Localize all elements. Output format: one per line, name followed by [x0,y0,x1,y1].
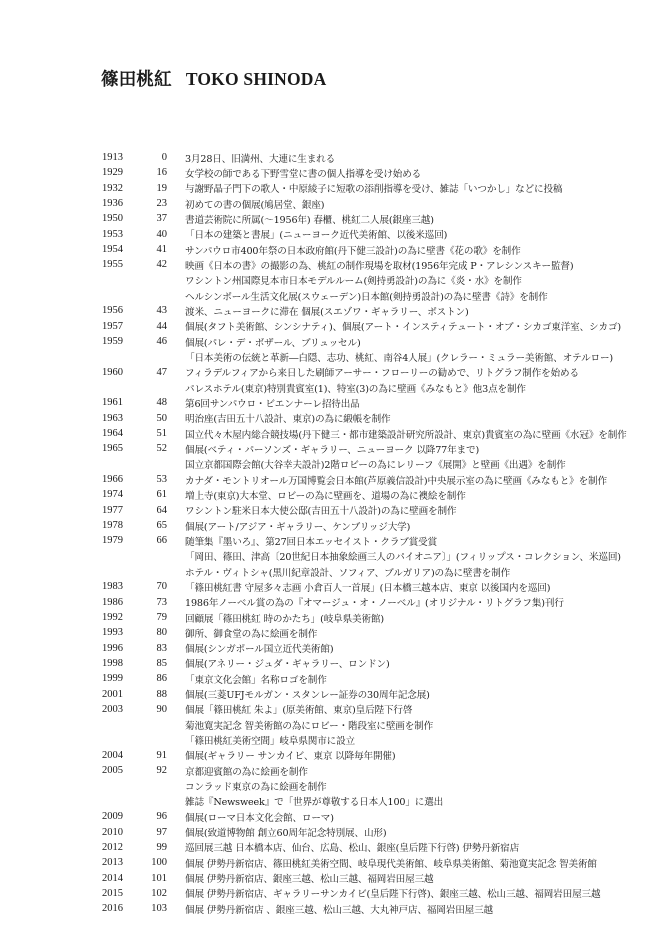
age-cell: 44 [156,320,167,332]
event-text: ワシントン駐米日本大使公邸(吉田五十八設計)の為に壁画を制作 [185,506,457,518]
event-text: 雑誌『Newsweek』で「世界が尊敬する日本人100」に選出 [185,797,444,809]
event-text: 個展(三菱UFJモルガン・スタンレー証券の30周年記念展) [185,690,430,702]
age-cell: 51 [156,428,167,440]
age-cell: 0 [161,152,167,164]
event-text: 随筆集『墨いろ』、第27回日本エッセイスト・クラブ賞受賞 [185,536,438,548]
year-cell: 1964 [102,428,123,440]
year-cell: 1974 [102,489,123,501]
event-text: 個展(ローマ日本文化会館、ローマ) [185,812,334,824]
age-cell: 37 [156,213,167,225]
event-text: 3月28日、旧満州、大連に生まれる [185,153,336,165]
year-cell: 1960 [102,366,123,378]
chronology-row [102,686,642,701]
year-cell: 2015 [102,887,123,899]
age-cell: 52 [156,443,167,455]
chronology-row [102,257,642,272]
age-cell: 46 [156,336,167,348]
year-cell: 1913 [102,152,123,164]
year-cell: 2004 [102,749,123,761]
chronology-row [102,778,642,793]
chronology-row [102,181,642,196]
chronology-row [102,533,642,548]
age-cell: 102 [151,887,167,899]
age-cell: 99 [156,841,167,853]
event-text: フィラデルフィアから来日した刷師アーサー・フローリーの勧めで、リトグラフ制作を始める [185,368,579,380]
age-cell: 96 [156,811,167,823]
event-text: 個展(致道博物館 創立60周年記念特別展、山形) [185,828,387,840]
chronology-row [102,165,642,180]
age-cell: 85 [156,657,167,669]
chronology-row [102,702,642,717]
chronology-row [102,380,642,395]
age-cell: 100 [151,857,167,869]
age-cell: 64 [156,504,167,516]
chronology-row [102,242,642,257]
event-text: 「東京文化会館」名称ロゴを制作 [185,674,327,686]
age-cell: 41 [156,244,167,256]
age-cell: 88 [156,688,167,700]
chronology-row [102,855,642,870]
event-text: 個展(ベティ・パーソンズ・ギャラリー、ニューヨーク 以降77年まで) [185,444,480,456]
event-text: 「篠田桃紅美術空間」岐阜県関市に設立 [185,736,355,748]
age-cell: 90 [156,703,167,715]
title-english: TOKO SHINODA [185,69,327,89]
chronology-row [102,487,642,502]
chronology-row [102,549,642,564]
year-cell: 1966 [102,474,123,486]
age-cell: 80 [156,627,167,639]
year-cell: 1956 [102,305,123,317]
age-cell: 97 [156,826,167,838]
year-cell: 2003 [102,703,123,715]
event-text: 巡回展三越 日本橋本店、仙台、広島、松山、銀座(皇后陛下行啓) 伊勢丹新宿店 [185,843,520,855]
event-text: 個展(アネリー・ジュダ・ギャラリー、ロンドン) [185,659,390,671]
event-text: 与謝野晶子門下の歌人・中原綾子に短歌の添削指導を受け、雑誌「いつかし」などに投稿 [185,184,563,196]
chronology-row [102,411,642,426]
chronology-row [102,656,642,671]
age-cell: 103 [151,903,167,915]
chronology-row [102,349,642,364]
chronology-row [102,211,642,226]
age-cell: 83 [156,642,167,654]
chronology-row [102,610,642,625]
age-cell: 42 [156,259,167,271]
chronology-row [102,441,642,456]
year-cell: 1999 [102,673,123,685]
event-text: 個展「篠田桃紅 朱よ」(原美術館、東京)皇后陛下行啓 [185,705,413,717]
event-text: 映画《日本の書》の撮影の為、桃紅の制作現場を取材(1956年完成 P・アレシンスキー監督) [185,260,574,272]
year-cell: 2013 [102,857,123,869]
chronology-row [102,319,642,334]
event-text: サンパウロ市400年祭の日本政府館(丹下健三設計)の為に壁書《花の歌》を制作 [185,245,521,257]
event-text: 個展(ギャラリー サンカイビ、東京 以降毎年開催) [185,751,396,763]
year-cell: 1954 [102,244,123,256]
event-text: 個展 伊勢丹新宿店、銀座三越、松山三越、福岡岩田屋三越 [185,874,434,886]
year-cell: 1993 [102,627,123,639]
chronology-row [102,426,642,441]
age-cell: 19 [156,182,167,194]
age-cell: 43 [156,305,167,317]
chronology-row [102,794,642,809]
event-text: パレスホテル(東京)特別貴賓室(1)、特室(3)の為に壁画《みなもと》他3点を制作 [185,383,526,395]
age-cell: 16 [156,167,167,179]
event-text: 渡米、ニューヨークに滞在 個展(スエゾワ・ギャラリー、ボストン) [185,306,469,318]
event-text: ヘルシンボール生活文化展(スウェーデン)日本館(剣持勇設計)の為に壁書《詩》を制作 [185,291,548,303]
event-text: 明治座(吉田五十八設計、東京)の為に緞帳を制作 [185,414,391,426]
year-cell: 1998 [102,657,123,669]
event-text: 1986年ノーベル賞の為の『オマージュ・オ・ノーベル』(オリジナル・リトグラフ集)刊行 [185,598,564,610]
year-cell: 1977 [102,504,123,516]
chronology-row [102,334,642,349]
age-cell: 66 [156,535,167,547]
year-cell: 1986 [102,596,123,608]
chronology-row [102,671,642,686]
chronology-row [102,288,642,303]
event-text: 個展(シンガポール国立近代美術館) [185,644,334,656]
age-cell: 91 [156,749,167,761]
chronology-row [102,395,642,410]
chronology-row [102,901,642,916]
event-text: 京都迎賓館の為に絵画を制作 [185,766,308,778]
event-text: 「岡田、篠田、津高〔20世紀日本抽象絵画三人のパイオニア〕」(フィリップス・コレクション、米巡回) [185,552,621,564]
event-text: 個展 伊勢丹新宿店 、銀座三越、松山三越、大丸神戸店、福岡岩田屋三越 [185,904,493,916]
page-title [101,66,326,91]
chronology-row [102,886,642,901]
event-text: 個展 伊勢丹新宿店、ギャラリーサンカイビ(皇后陛下行啓)、銀座三越、松山三越、福岡岩田屋三越 [185,889,601,901]
event-text: 「日本美術の伝統と革新―白隠、志功、桃紅、南谷4人展」(クレラー・ミュラー美術館、オテルロー) [185,352,613,364]
event-text: 国立代々木屋内総合競技場(丹下健三・都市建築設計研究所設計、東京)貴賓室の為に壁画《水冠》を制作 [185,429,627,441]
chronology-row [102,748,642,763]
year-cell: 1932 [102,182,123,194]
year-cell: 1961 [102,397,123,409]
age-cell: 47 [156,366,167,378]
age-cell: 65 [156,520,167,532]
event-text: 個展 伊勢丹新宿店、篠田桃紅美術空間、岐阜現代美術館、岐阜県美術館、菊池寛実記念 智美術館 [185,858,597,870]
age-cell: 23 [156,198,167,210]
year-cell: 1965 [102,443,123,455]
chronology-row [102,303,642,318]
event-text: ホテル・ヴィトシャ(黒川紀章設計、ソフィア、ブルガリア)の為に壁書を制作 [185,567,511,579]
chronology-row [102,625,642,640]
age-cell: 70 [156,581,167,593]
event-text: ワシントン州国際見本市日本モデルルーム(剣持勇設計)の為に《炎・水》を制作 [185,276,522,288]
chronology-list [102,150,642,916]
year-cell: 2005 [102,765,123,777]
year-cell: 1963 [102,412,123,424]
age-cell: 79 [156,612,167,623]
event-text: 個展(タフト美術館、シンシナティ)、個展(アート・インスティテュート・オブ・シカゴ東洋室、シカゴ) [185,322,621,334]
chronology-row [102,518,642,533]
event-text: コンラッド東京の為に絵画を制作 [185,782,327,794]
chronology-row [102,809,642,824]
year-cell: 2009 [102,811,123,823]
chronology-row [102,641,642,656]
event-text: 国立京都国際会館(大谷幸夫設計)2階ロビーの為にレリーフ《展開》と壁画《出遇》を制作 [185,460,566,472]
chronology-row [102,595,642,610]
chronology-row [102,840,642,855]
age-cell: 92 [156,765,167,777]
year-cell: 1953 [102,228,123,240]
event-text: 女学校の師である下野雪堂に書の個人指導を受け始める [185,168,422,180]
year-cell: 1959 [102,336,123,348]
chronology-row [102,579,642,594]
year-cell: 1983 [102,581,123,593]
age-cell: 73 [156,596,167,608]
event-text: 「篠田桃紅書 守屋多々志画 小倉百人一首展」(日本橋三越本店、東京 以後国内を巡回) [185,582,551,594]
age-cell: 50 [156,412,167,424]
chronology-row [102,150,642,165]
year-cell: 2014 [102,872,123,884]
chronology-row [102,564,642,579]
event-text: 初めての書の個展(鳩居堂、銀座) [185,199,325,211]
year-cell: 1936 [102,198,123,210]
year-cell: 1979 [102,535,123,547]
event-text: 個展(アート/アジア・ギャラリー、ケンブリッジ大学) [185,521,411,533]
chronology-row [102,717,642,732]
year-cell: 2010 [102,826,123,838]
chronology-row [102,196,642,211]
event-text: 第6回サンパウロ・ビエンナーレ招待出品 [185,398,360,410]
year-cell: 1957 [102,320,123,332]
year-cell: 1996 [102,642,123,654]
year-cell: 2016 [102,903,123,915]
event-text: 個展(パレ・デ・ボザール、ブリュッセル) [185,337,361,349]
chronology-row [102,472,642,487]
title-japanese: 篠田桃紅 [101,70,172,90]
age-cell: 101 [151,872,167,884]
event-text: 御所、御食堂の為に絵画を制作 [185,628,318,640]
chronology-row [102,503,642,518]
year-cell: 1955 [102,259,123,271]
chronology-row [102,763,642,778]
chronology-row [102,824,642,839]
chronology-row [102,273,642,288]
event-text: 書道芸術院に所属(〜1956年) 春櫃、桃紅二人展(銀座三越) [185,214,434,226]
age-cell: 61 [156,489,167,501]
age-cell: 86 [156,673,167,685]
event-text: 回顧展「篠田桃紅 時のかたち」(岐阜県美術館) [185,613,384,625]
age-cell: 40 [156,228,167,240]
event-text: 増上寺(東京)大本堂、ロビーの為に壁画を、道場の為に襖絵を制作 [185,490,466,502]
year-cell: 2001 [102,688,123,700]
event-text: 「日本の建築と書展」(ニューヨーク近代美術館、以後米巡回) [185,230,448,242]
year-cell: 1992 [102,612,123,623]
year-cell: 1950 [102,213,123,225]
age-cell: 48 [156,397,167,409]
year-cell: 1929 [102,167,123,179]
chronology-row [102,227,642,242]
chronology-row [102,732,642,747]
year-cell: 2012 [102,841,123,853]
chronology-row [102,870,642,885]
event-text: カナダ・モントリオール万国博覧会日本館(芦原義信設計)中央展示室の為に壁画《みなもと》を制作 [185,475,607,487]
chronology-row [102,457,642,472]
year-cell: 1978 [102,520,123,532]
event-text: 菊池寛実記念 智美術館の為にロビー・階段室に壁画を制作 [185,720,434,732]
chronology-row [102,365,642,380]
age-cell: 53 [156,474,167,486]
